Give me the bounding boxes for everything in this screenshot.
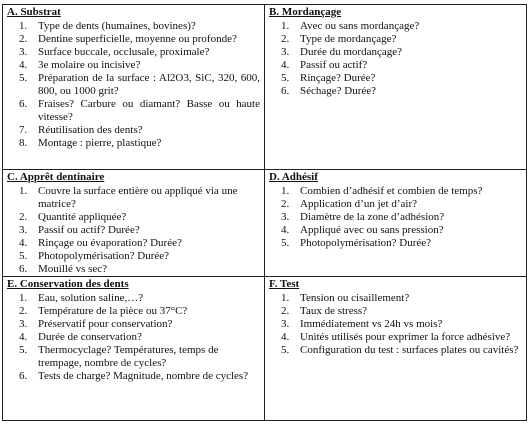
item-text: Température de la pièce ou 37°C? bbox=[38, 305, 188, 317]
item-list bbox=[7, 292, 260, 383]
item-text: Durée de conservation? bbox=[38, 331, 142, 343]
item-text: Application d’un jet d’air? bbox=[300, 198, 417, 210]
item-list bbox=[269, 185, 522, 250]
list-item bbox=[7, 292, 260, 305]
item-number: 1. bbox=[19, 185, 28, 197]
item-text: Passif ou actif? Durée? bbox=[38, 224, 140, 236]
section-heading: B. Mordançage bbox=[269, 6, 342, 18]
item-number: 1. bbox=[19, 292, 28, 304]
item-number: 4. bbox=[281, 224, 290, 236]
list-item bbox=[269, 237, 522, 250]
item-number: 1. bbox=[281, 185, 290, 197]
list-item bbox=[7, 124, 260, 137]
item-number: 5. bbox=[281, 72, 290, 84]
list-item bbox=[7, 98, 260, 124]
item-number: 6. bbox=[19, 370, 28, 382]
item-number: 1. bbox=[281, 20, 290, 32]
item-text: Tension ou cisaillement? bbox=[300, 292, 410, 304]
item-number: 2. bbox=[19, 33, 28, 45]
list-item bbox=[269, 20, 522, 33]
item-list bbox=[7, 185, 260, 276]
item-number: 2. bbox=[281, 33, 290, 45]
list-item bbox=[269, 292, 522, 305]
item-number: 6. bbox=[281, 85, 290, 97]
item-number: 4. bbox=[19, 59, 28, 71]
item-number: 5. bbox=[19, 250, 28, 262]
item-number: 8. bbox=[19, 137, 28, 149]
item-number: 4. bbox=[19, 331, 28, 343]
item-text: Séchage? Durée? bbox=[300, 85, 377, 97]
item-number: 5. bbox=[19, 72, 28, 84]
section-mordancage bbox=[265, 5, 527, 170]
table-row bbox=[3, 5, 527, 170]
item-number: 4. bbox=[19, 237, 28, 249]
section-appret-dentinaire bbox=[3, 170, 265, 277]
list-item bbox=[7, 344, 260, 370]
section-heading: A. Substrat bbox=[7, 6, 61, 18]
list-item bbox=[7, 33, 260, 46]
item-text: Combien d’adhésif et combien de temps? bbox=[300, 185, 483, 197]
item-number: 6. bbox=[19, 98, 28, 110]
item-text: Photopolymérisation? Durée? bbox=[300, 237, 432, 249]
list-item bbox=[7, 237, 260, 250]
list-item bbox=[7, 137, 260, 150]
item-text: Diamètre de la zone d’adhésion? bbox=[300, 211, 445, 223]
item-number: 1. bbox=[281, 292, 290, 304]
item-text: Fraises? Carbure ou diamant? Basse ou haute vitesse? bbox=[38, 98, 260, 123]
section-heading: F. Test bbox=[269, 278, 300, 290]
list-item bbox=[269, 318, 522, 331]
list-item bbox=[269, 211, 522, 224]
list-item bbox=[269, 198, 522, 211]
list-item bbox=[7, 318, 260, 331]
item-number: 2. bbox=[19, 211, 28, 223]
list-item bbox=[7, 211, 260, 224]
section-heading: E. Conservation des dents bbox=[7, 278, 129, 290]
item-number: 3. bbox=[19, 318, 28, 330]
item-text: Durée du mordançage? bbox=[300, 46, 403, 58]
list-item bbox=[269, 33, 522, 46]
item-list bbox=[7, 20, 260, 150]
item-number: 3. bbox=[19, 46, 28, 58]
list-item bbox=[7, 72, 260, 98]
item-text: Photopolymérisation? Durée? bbox=[38, 250, 170, 262]
item-text: Préservatif pour conservation? bbox=[38, 318, 173, 330]
table-row bbox=[3, 170, 527, 277]
item-text: Configuration du test : surfaces plates ou cavités? bbox=[300, 344, 519, 356]
list-item bbox=[269, 72, 522, 85]
item-text: Type de dents (humaines, bovines)? bbox=[38, 20, 196, 32]
item-text: Appliqué avec ou sans pression? bbox=[300, 224, 444, 236]
section-heading: D. Adhésif bbox=[269, 171, 318, 183]
item-text: Tests de charge? Magnitude, nombre de cycles? bbox=[38, 370, 249, 382]
item-text: Mouillé vs sec? bbox=[38, 263, 108, 275]
list-item bbox=[7, 331, 260, 344]
list-item bbox=[269, 344, 522, 357]
item-number: 2. bbox=[281, 305, 290, 317]
item-text: Préparation de la surface : Al2O3, SiC, 320, 600, 800, ou 1000 grit? bbox=[38, 72, 260, 97]
list-item bbox=[7, 46, 260, 59]
list-item bbox=[7, 224, 260, 237]
item-text: Eau, solution saline,…? bbox=[38, 292, 144, 304]
item-number: 3. bbox=[281, 318, 290, 330]
list-item bbox=[7, 59, 260, 72]
table-row bbox=[3, 277, 527, 421]
item-number: 6. bbox=[19, 263, 28, 275]
list-item bbox=[269, 85, 522, 98]
list-item bbox=[269, 331, 522, 344]
item-number: 4. bbox=[281, 59, 290, 71]
list-item bbox=[269, 59, 522, 72]
list-item bbox=[269, 185, 522, 198]
item-list bbox=[269, 292, 522, 357]
list-item bbox=[269, 305, 522, 318]
item-number: 3. bbox=[281, 46, 290, 58]
item-text: Dentine superficielle, moyenne ou profonde? bbox=[38, 33, 237, 45]
item-text: Avec ou sans mordançage? bbox=[300, 20, 420, 32]
item-number: 5. bbox=[19, 344, 28, 356]
item-number: 4. bbox=[281, 331, 290, 343]
item-text: Rinçage ou évaporation? Durée? bbox=[38, 237, 182, 249]
item-text: Surface buccale, occlusale, proximale? bbox=[38, 46, 210, 58]
item-number: 1. bbox=[19, 20, 28, 32]
list-item bbox=[7, 370, 260, 383]
item-text: Réutilisation des dents? bbox=[38, 124, 143, 136]
item-text: Immédiatement vs 24h vs mois? bbox=[300, 318, 443, 330]
list-item bbox=[7, 250, 260, 263]
criteria-table bbox=[2, 4, 527, 421]
section-heading: C. Apprêt dentinaire bbox=[7, 171, 105, 183]
list-item bbox=[269, 224, 522, 237]
item-list bbox=[269, 20, 522, 98]
item-number: 5. bbox=[281, 344, 290, 356]
section-test bbox=[265, 277, 527, 421]
item-number: 5. bbox=[281, 237, 290, 249]
item-text: Rinçage? Durée? bbox=[300, 72, 376, 84]
item-number: 7. bbox=[19, 124, 28, 136]
item-text: Unités utilisés pour exprimer la force adhésive? bbox=[300, 331, 511, 343]
item-text: Couvre la surface entière ou appliqué via une matrice? bbox=[38, 185, 238, 210]
list-item bbox=[7, 263, 260, 276]
item-text: Type de mordançage? bbox=[300, 33, 397, 45]
item-text: Taux de stress? bbox=[300, 305, 368, 317]
list-item bbox=[269, 46, 522, 59]
item-text: Quantité appliquée? bbox=[38, 211, 127, 223]
item-number: 2. bbox=[281, 198, 290, 210]
section-adhesif bbox=[265, 170, 527, 277]
section-substrat bbox=[3, 5, 265, 170]
list-item bbox=[7, 305, 260, 318]
section-conservation-des-dents bbox=[3, 277, 265, 421]
item-number: 2. bbox=[19, 305, 28, 317]
item-number: 3. bbox=[19, 224, 28, 236]
list-item bbox=[7, 185, 260, 211]
list-item bbox=[7, 20, 260, 33]
item-text: 3e molaire ou incisive? bbox=[38, 59, 141, 71]
item-text: Thermocyclage? Températures, temps de trempage, nombre de cycles? bbox=[38, 344, 219, 369]
item-text: Passif ou actif? bbox=[300, 59, 368, 71]
item-number: 3. bbox=[281, 211, 290, 223]
item-text: Montage : pierre, plastique? bbox=[38, 137, 162, 149]
